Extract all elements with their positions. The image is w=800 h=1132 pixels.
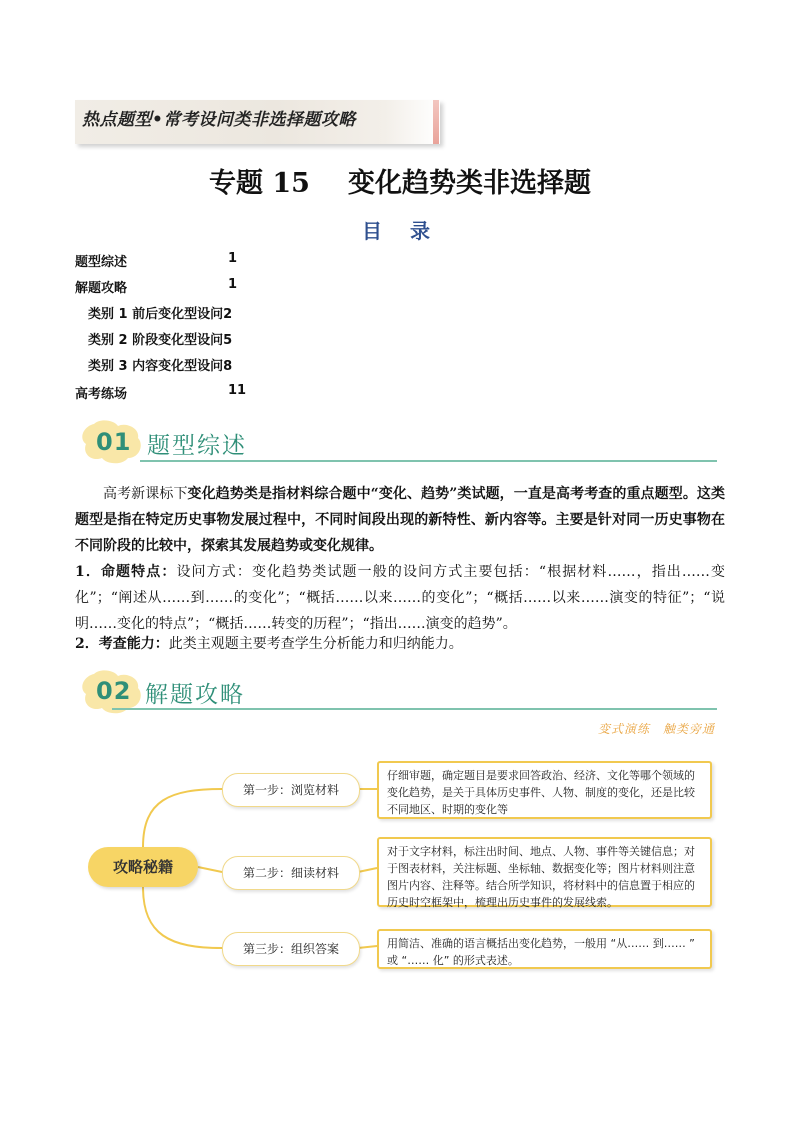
topic-title: 变化趋势类非选择题 <box>347 168 591 199</box>
toc-item-label: 题型综述 <box>75 255 128 270</box>
toc-item-label: 类别 3 内容变化型设问 <box>88 359 224 374</box>
step-2-detail: 对于文字材料，标注出时间、地点、人物、事件等关键信息；对于图表材料，关注标题、坐标轴、数据变化等；图片材料则注意图片内容、注释等。结合所学知识，将材料中的信息置于相应的历史时空框架中，梳理出历史事件的发展线索。 <box>377 837 712 907</box>
point-1-text: 设问方式：变化趋势类试题一般的设问方式主要包括：“根据材料……，指出……变化”；“阐述从……到……的变化”；“概括……以来……的变化”；“概括……以来……演变的特征”；“说明……变化的特点”；“概括……转变的历程”；“指出……演变的趋势”。 <box>75 564 726 632</box>
toc-item-page: 8 <box>223 359 233 374</box>
toc-item-label: 解题攻略 <box>75 281 128 296</box>
point-2-label: 2．考查能力： <box>75 636 169 652</box>
section-number: 01 <box>96 428 132 456</box>
step-2-node: 第二步：细读材料 <box>222 856 360 890</box>
banner-title: 热点题型•常考设问类非选择题攻略 <box>82 110 356 130</box>
toc-item-label: 类别 2 阶段变化型设问 <box>88 333 224 348</box>
section-tagline: 变式演练 触类旁通 <box>598 722 716 736</box>
toc-item-page: 1 <box>228 251 238 266</box>
step-3-node: 第三步：组织答案 <box>222 932 360 966</box>
toc-heading: 目录 <box>362 219 458 243</box>
step-3-detail: 用简洁、准确的语言概括出变化趋势，一般用 “从…… 到…… ” 或 “…… 化” 的形式表述。 <box>377 929 712 969</box>
step-1-detail: 仔细审题，确定题目是要求回答政治、经济、文化等哪个领域的变化趋势，是关于具体历史事件、人物、制度的变化，还是比较不同地区、时期的变化等 <box>377 761 712 819</box>
mindmap-root: 攻略秘籍 <box>88 847 198 887</box>
toc-item-page: 2 <box>223 307 233 322</box>
toc-item-label: 类别 1 前后变化型设问 <box>88 307 224 322</box>
section-title: 题型综述 <box>147 433 247 459</box>
toc-item-page: 1 <box>228 277 238 292</box>
step-1-node: 第一步：浏览材料 <box>222 773 360 807</box>
toc-item-page: 5 <box>223 333 233 348</box>
point-1-label: 1．命题特点： <box>75 564 177 580</box>
intro-definition: 变化趋势类是指材料综合题中“变化、趋势”类试题，一直是高考考查的重点题型。这类题型是指在特定历史事物发展过程中，不同时间段出现的新特性、新内容等。主要是针对同一历史事物在不同阶段的比较中，探索其发展趋势或变化规律。 <box>75 486 725 554</box>
toc-item-label: 高考练场 <box>75 387 128 402</box>
point-2-text: 此类主观题主要考查学生分析能力和归纳能力。 <box>168 636 463 652</box>
section-number: 02 <box>96 677 132 705</box>
intro-lead: 高考新课标下 <box>103 486 188 502</box>
toc-item-page: 11 <box>228 383 247 398</box>
topic-number: 专题 15 <box>209 168 310 199</box>
section-title: 解题攻略 <box>145 682 245 708</box>
